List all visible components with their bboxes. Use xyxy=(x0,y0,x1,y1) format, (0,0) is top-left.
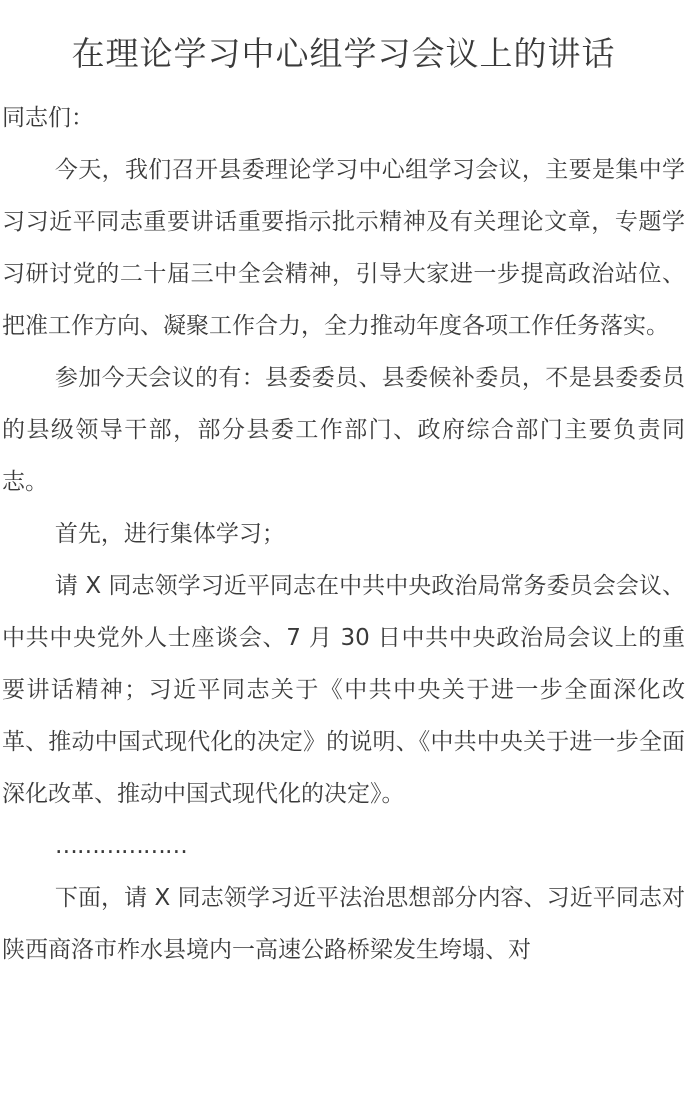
paragraph-first-item: 首先，进行集体学习； xyxy=(54,521,285,547)
paragraph-opening: 今天，我们召开县委理论学习中心组学习会议，主要是集中学习习近平同志重要讲话重要指示批示精神及有关理论文章，专题学习研讨党的二十届三中全会精神，引导大家进一步提高政治站位、把准工作方向、凝聚工作合力，全力推动年度各项工作任务落实。 xyxy=(2,157,685,339)
paragraph-attendees: 参加今天会议的有：县委委员、县委候补委员，不是县委委员的县级领导干部，部分县委工作部门、政府综合部门主要负责同志。 xyxy=(2,365,685,495)
ellipsis-separator: ……………… xyxy=(54,833,187,859)
salutation: 同志们： xyxy=(2,105,94,131)
paragraph-next-item: 下面，请 X 同志领学习近平法治思想部分内容、习近平同志对陕西商洛市柞水县境内一高速公路桥梁发生垮塌、对 xyxy=(2,885,685,963)
document-title: 在理论学习中心组学习会议上的讲话 xyxy=(71,34,616,73)
paragraph-study-materials: 请 X 同志领学习近平同志在中共中央政治局常务委员会会议、中共中央党外人士座谈会、7 月 30 日中共中央政治局会议上的重要讲话精神；习近平同志关于《中共中央关于进一步全面深化改革、推动中国式现代化的决定》的说明、《中共中央关于进一步全面深化改革、推动中国式现代化的决定》。 xyxy=(2,573,685,807)
